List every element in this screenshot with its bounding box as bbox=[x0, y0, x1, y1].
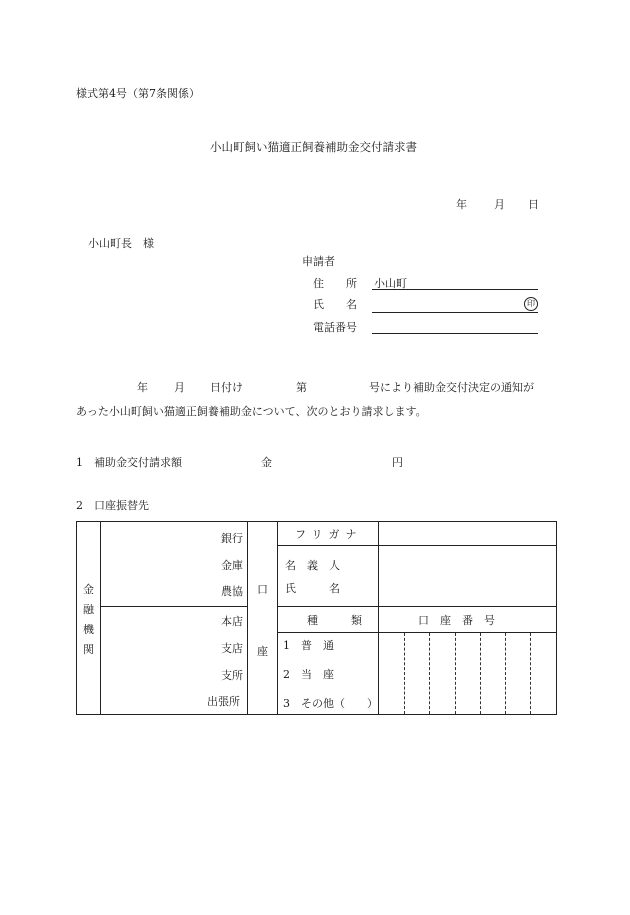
address-label: 住 所 bbox=[313, 277, 357, 290]
row-divider bbox=[277, 545, 556, 546]
account-holder-name-label: 氏 名 bbox=[285, 582, 340, 595]
address-value[interactable]: 小山町 bbox=[374, 277, 407, 290]
branch-type-agency: 出張所 bbox=[207, 695, 240, 708]
address-underline bbox=[372, 289, 538, 290]
phone-underline[interactable] bbox=[372, 333, 538, 334]
section2-label: 口座振替先 bbox=[94, 499, 149, 512]
col-divider bbox=[277, 522, 278, 714]
row-divider bbox=[100, 606, 247, 607]
branch-type-office: 支所 bbox=[221, 669, 243, 682]
row-divider bbox=[277, 632, 556, 633]
document-title: 小山町飼い猫適正飼養補助金交付請求書 bbox=[210, 140, 417, 154]
branch-type-branch: 支店 bbox=[221, 642, 243, 655]
bank-account-table bbox=[76, 521, 557, 715]
digit-divider bbox=[455, 633, 456, 714]
addressee: 小山町長 様 bbox=[88, 237, 154, 250]
section1-label: 補助金交付請求額 bbox=[94, 456, 182, 469]
col-divider bbox=[100, 522, 101, 714]
name-label: 氏 名 bbox=[313, 298, 357, 311]
account-number-header: 口 座 番 号 bbox=[418, 614, 495, 627]
amount-unit: 円 bbox=[392, 456, 403, 469]
bank-type-nokyo: 農協 bbox=[221, 585, 243, 598]
furigana-label: フリガナ bbox=[295, 528, 363, 541]
branch-type-main: 本店 bbox=[221, 615, 243, 628]
institution-char: 融 bbox=[83, 603, 94, 616]
account-type-other[interactable]: 3 その他（ ） bbox=[283, 697, 378, 710]
digit-divider bbox=[480, 633, 481, 714]
account-char: 口 bbox=[257, 583, 268, 596]
body-line1-tail: 号により補助金交付決定の通知が bbox=[369, 381, 534, 394]
institution-char: 機 bbox=[83, 623, 94, 636]
section1-number: 1 bbox=[76, 456, 83, 469]
phone-label: 電話番号 bbox=[313, 321, 357, 334]
bank-type-bank: 銀行 bbox=[221, 532, 243, 545]
col-divider bbox=[247, 522, 248, 714]
seal-mark: 印 bbox=[524, 297, 538, 311]
account-type-header: 種 類 bbox=[307, 614, 362, 627]
date-day-label: 日 bbox=[528, 198, 539, 211]
date-year-label: 年 bbox=[456, 198, 467, 211]
body-dated: 日付け bbox=[210, 381, 243, 394]
institution-char: 金 bbox=[83, 583, 94, 596]
account-holder-label: 名 義 人 bbox=[285, 559, 340, 572]
digit-divider bbox=[404, 633, 405, 714]
form-number: 様式第4号（第7条関係） bbox=[76, 87, 200, 100]
bank-type-kinko: 金庫 bbox=[221, 559, 243, 572]
date-month-label: 月 bbox=[494, 198, 505, 211]
col-divider bbox=[378, 522, 379, 714]
body-line2: あった小山町飼い猫適正飼養補助金について、次のとおり請求します。 bbox=[76, 405, 427, 418]
amount-currency-prefix: 金 bbox=[261, 456, 272, 469]
applicant-heading: 申請者 bbox=[302, 255, 335, 268]
account-type-ordinary[interactable]: 1 普 通 bbox=[283, 639, 334, 652]
digit-divider bbox=[505, 633, 506, 714]
body-year: 年 bbox=[137, 381, 148, 394]
body-month: 月 bbox=[174, 381, 185, 394]
digit-divider bbox=[530, 633, 531, 714]
digit-divider bbox=[429, 633, 430, 714]
section2-number: 2 bbox=[76, 499, 83, 512]
account-type-current[interactable]: 2 当 座 bbox=[283, 668, 334, 681]
institution-char: 関 bbox=[83, 643, 94, 656]
account-char: 座 bbox=[257, 645, 268, 658]
name-underline[interactable] bbox=[372, 312, 538, 313]
body-number-prefix: 第 bbox=[296, 381, 307, 394]
row-divider bbox=[277, 606, 556, 607]
